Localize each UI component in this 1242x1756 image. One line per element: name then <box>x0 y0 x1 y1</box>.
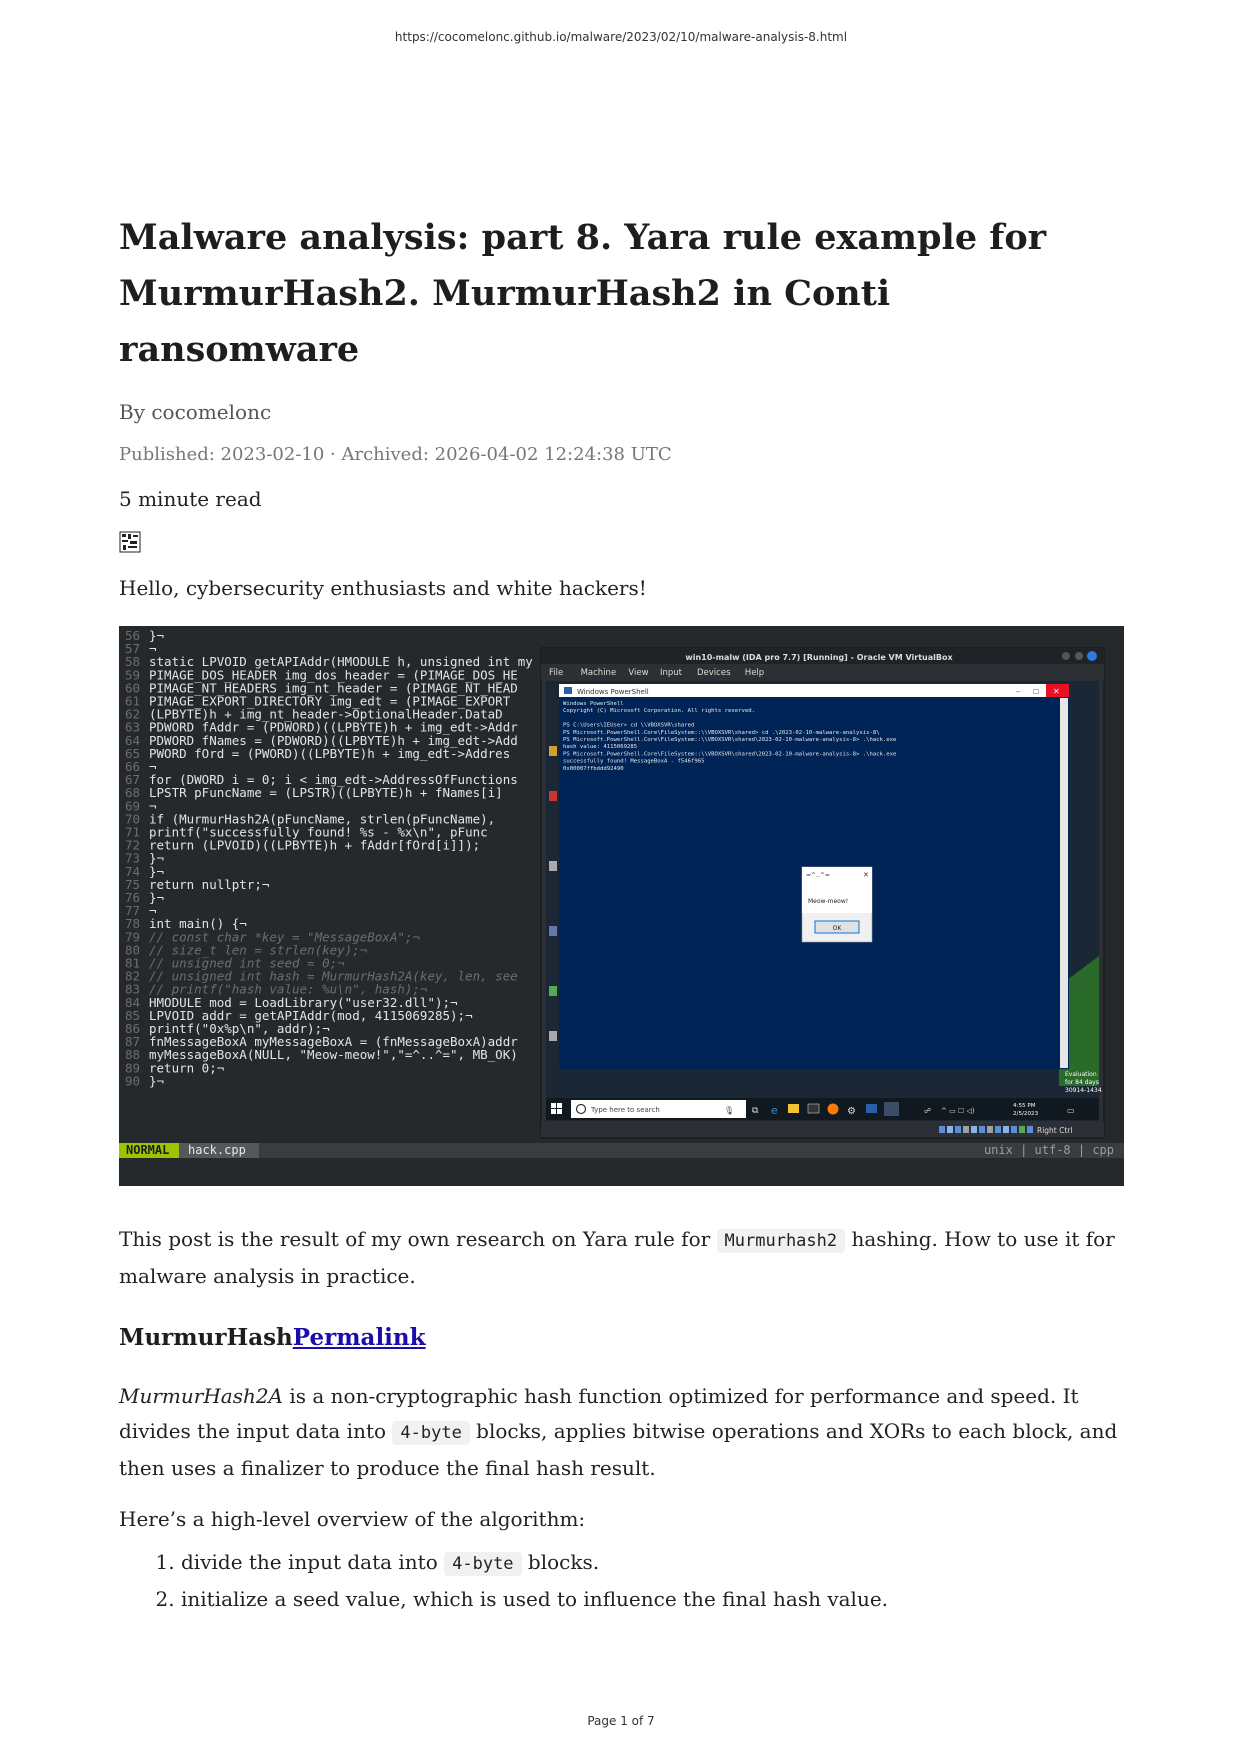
code-line: LPSTR pFuncName = (LPSTR)((LPBYTE)h + fNames[i] <box>149 785 503 801</box>
code-line: if (MurmurHash2A(pFuncName, strlen(pFuncName), <box>149 811 496 827</box>
vm-title: win10-malw (IDA pro 7.7) [Running] - Oracle VM VirtualBox <box>685 653 953 662</box>
vbox-status-icon[interactable] <box>1019 1126 1025 1133</box>
firefox-icon[interactable] <box>828 1104 839 1115</box>
code-line: // unsigned int seed = 0;¬ <box>149 955 345 971</box>
paragraph-text: blocks, applies bitwise operations and XORs to each block, and then uses a finalizer to produce the final hash result. <box>119 1419 1118 1480</box>
inline-code: 4-byte <box>392 1421 469 1445</box>
line-number: 88 <box>125 1047 141 1063</box>
list-item <box>181 1545 1124 1582</box>
line-number: 79 <box>125 929 141 945</box>
start-icon[interactable] <box>551 1103 556 1108</box>
greeting: Hello, cybersecurity enthusiasts and white hackers! <box>119 576 647 600</box>
vbox-status-icon[interactable] <box>979 1126 985 1133</box>
vm-menu-item[interactable]: Help <box>744 668 765 678</box>
desktop-icon[interactable] <box>549 861 557 871</box>
code-line: PIMAGE_DOS_HEADER img_dos_header = (PIMAGE_DOS_HE <box>149 667 518 683</box>
code-line: static LPVOID getAPIAddr(HMODULE h, unsigned int my <box>149 654 533 670</box>
article <box>119 210 1124 1617</box>
start-icon[interactable] <box>557 1109 562 1114</box>
list-item-text: initialize a seed value, which is used to influence the final hash value. <box>181 1587 889 1611</box>
powershell-scrollbar[interactable] <box>1060 698 1068 1068</box>
list-item-text: blocks. <box>521 1550 600 1574</box>
code-line: printf("successfully found! %s - %x\n", pFunc <box>149 824 488 840</box>
code-line: for (DWORD i = 0; i < img_edt->AddressOfFunctions <box>149 772 518 788</box>
vim-mode: NORMAL <box>126 1143 170 1157</box>
inline-code: 4-byte <box>444 1552 521 1576</box>
code-line: printf("0x%p\n", addr);¬ <box>149 1021 330 1036</box>
code-line: myMessageBoxA(NULL, "Meow-meow!","=^..^=", MB_OK) <box>149 1047 518 1063</box>
powershell-taskbar-icon[interactable] <box>866 1104 877 1113</box>
line-number: 71 <box>125 824 141 840</box>
code-line: int main() {¬ <box>149 916 247 932</box>
code-line: }¬ <box>149 1073 165 1089</box>
code-line: }¬ <box>149 628 165 643</box>
taskbar-clock-time: 4:55 PM <box>1013 1103 1036 1109</box>
code-line: PIMAGE_EXPORT_DIRECTORY img_edt = (PIMAGE_EXPORT <box>149 693 511 709</box>
message-box-title: =^..^= <box>806 872 830 879</box>
taskbar-search-placeholder: Type here to search <box>591 1106 660 1114</box>
vbox-status-icon[interactable] <box>947 1126 953 1133</box>
line-number: 90 <box>125 1073 141 1089</box>
article-byline: By cocomelonc <box>119 400 272 424</box>
line-number: 72 <box>125 837 141 853</box>
task-view-icon[interactable]: ⧉ <box>752 1106 759 1116</box>
vbox-status-icon[interactable] <box>955 1126 961 1133</box>
code-line: ¬ <box>149 641 157 657</box>
maximize-icon[interactable]: ☐ <box>1033 688 1040 696</box>
line-number: 61 <box>125 693 141 709</box>
vbox-status-icon[interactable] <box>963 1126 969 1133</box>
code-line: // printf("hash value: %u\n", hash);¬ <box>149 981 428 997</box>
section-title: MurmurHash <box>119 1324 293 1351</box>
explorer-icon[interactable] <box>788 1104 799 1113</box>
vm-menu-item[interactable]: Devices <box>697 668 731 678</box>
vbox-status-icon[interactable] <box>971 1126 977 1133</box>
line-number: 56 <box>125 628 141 643</box>
line-number: 68 <box>125 785 141 801</box>
code-line: fnMessageBoxA myMessageBoxA = (fnMessageBoxA)addr <box>149 1034 518 1050</box>
line-number: 58 <box>125 654 141 670</box>
vm-menu-item[interactable]: View <box>628 668 649 678</box>
powershell-line: 0x00007ffbddd92490 <box>563 765 624 772</box>
vim-filename: hack.cpp <box>188 1143 246 1157</box>
minimize-icon[interactable]: – <box>1016 687 1020 696</box>
microphone-icon[interactable]: 🎙 <box>724 1106 735 1115</box>
algorithm-list <box>119 1545 1124 1617</box>
author-avatar-icon <box>119 531 141 553</box>
page-url: https://cocomelonc.github.io/malware/2023/02/10/malware-analysis-8.html <box>394 30 848 44</box>
vbox-status-icon[interactable] <box>1027 1126 1033 1133</box>
code-line: return (LPVOID)((LPBYTE)h + fAddr[fOrd[i]]); <box>149 837 481 853</box>
intro-text: hashing. How to use it for malware analysis in practice. <box>119 1227 1115 1288</box>
code-line: }¬ <box>149 890 165 905</box>
code-line: PWORD fOrd = (PWORD)((LPBYTE)h + img_edt->Addres <box>149 745 511 761</box>
vm-menu-item[interactable]: Input <box>660 668 683 678</box>
line-number: 84 <box>125 994 141 1010</box>
start-icon[interactable] <box>557 1103 562 1108</box>
powershell-line: hash value: 4115069285 <box>563 744 638 751</box>
code-line: // const char *key = "MessageBoxA";¬ <box>149 929 420 945</box>
paragraph <box>119 1379 1124 1486</box>
line-number: 63 <box>125 719 141 735</box>
code-line: return 0;¬ <box>149 1060 225 1076</box>
desktop-icon[interactable] <box>549 1031 557 1041</box>
desktop-icon[interactable] <box>549 746 557 756</box>
line-number: 87 <box>125 1034 141 1050</box>
line-number: 66 <box>125 759 141 774</box>
vbox-status-icon[interactable] <box>987 1126 993 1133</box>
line-number: 73 <box>125 850 141 866</box>
message-box <box>802 867 872 942</box>
emphasis: MurmurHash2A <box>119 1384 284 1408</box>
code-line: LPVOID addr = getAPIAddr(mod, 4115069285);¬ <box>149 1007 473 1023</box>
line-number: 60 <box>125 680 141 696</box>
permalink-link[interactable]: Permalink <box>292 1324 426 1351</box>
vim-status-right: unix | utf-8 | cpp <box>983 1143 1114 1157</box>
list-item <box>181 1582 1124 1617</box>
code-line: // size_t len = strlen(key);¬ <box>149 942 368 958</box>
line-number: 74 <box>125 863 141 879</box>
code-line: // unsigned int hash = MurmurHash2A(key, len, see <box>149 968 518 984</box>
vbox-taskbar-icon[interactable] <box>884 1102 899 1116</box>
powershell-line: Windows PowerShell <box>563 701 624 707</box>
line-number: 70 <box>125 811 141 827</box>
desktop-icon[interactable] <box>549 986 557 996</box>
vm-close-icon[interactable] <box>1087 651 1097 661</box>
line-number: 64 <box>125 732 141 748</box>
code-line: PDWORD fAddr = (PDWORD)((LPBYTE)h + img_edt->Addr <box>149 719 518 735</box>
list-item-text: divide the input data into <box>181 1550 445 1574</box>
line-number: 77 <box>125 903 141 919</box>
intro-paragraph <box>119 1222 1124 1294</box>
paragraph-text: is a non-cryptographic hash function optimized for performance and speed. It divides the input data into <box>119 1384 1079 1443</box>
published-date: Published: 2023-02-10 · Archived: 2026-04-02 12:24:38 UTC <box>119 444 672 465</box>
code-line: }¬ <box>149 850 165 866</box>
line-number: 81 <box>125 955 141 971</box>
vbox-status-icon[interactable] <box>939 1126 945 1133</box>
line-number: 75 <box>125 876 141 892</box>
host-key-label: Right Ctrl <box>1037 1126 1073 1135</box>
powershell-line: PS C:\Users\IEUser> cd \\VBOXSVR\shared <box>563 722 695 729</box>
message-box-ok-label: OK <box>832 925 842 932</box>
vm-menu-item[interactable]: File <box>549 668 564 678</box>
code-line: ¬ <box>149 798 157 814</box>
eval-watermark-2: for 84 days <box>1065 1079 1099 1086</box>
eval-watermark-3: 30914-1434 <box>1065 1087 1102 1094</box>
people-icon[interactable]: ☍ <box>924 1107 932 1115</box>
code-line: }¬ <box>149 863 165 879</box>
powershell-close-icon[interactable]: ✕ <box>1053 687 1060 696</box>
code-line: PDWORD fNames = (PDWORD)((LPBYTE)h + img_edt->Add <box>149 732 518 748</box>
code-line: return nullptr;¬ <box>149 876 270 892</box>
message-box-text: Meow-meow! <box>808 898 849 905</box>
notification-icon[interactable]: ▭ <box>1067 1106 1075 1115</box>
hero-screenshot <box>119 626 1124 1186</box>
code-line: PIMAGE_NT_HEADERS img_nt_header = (PIMAGE_NT_HEAD <box>149 680 518 696</box>
taskbar-clock-date: 2/5/2023 <box>1013 1111 1039 1117</box>
line-number: 83 <box>125 981 141 997</box>
line-number: 80 <box>125 942 141 958</box>
line-number: 62 <box>125 706 141 722</box>
vbox-status-icon[interactable] <box>995 1126 1001 1133</box>
powershell-line: Copyright (C) Microsoft Corporation. All rights reserved. <box>563 708 755 715</box>
line-number: 85 <box>125 1007 141 1023</box>
line-number: 78 <box>125 916 141 932</box>
vbox-status-icon[interactable] <box>1011 1126 1017 1133</box>
code-line: ¬ <box>149 903 157 919</box>
settings-icon[interactable]: ⚙ <box>847 1106 856 1117</box>
edge-icon[interactable]: e <box>771 1104 778 1117</box>
eval-watermark-1: Evaluation <box>1065 1071 1097 1078</box>
page-footer: Page 1 of 7 <box>587 1714 655 1728</box>
message-box-close-icon[interactable]: ✕ <box>863 871 869 879</box>
powershell-line: PS Microsoft.PowerShell.Core\FileSystem::\\VBOXSVR\shared\2023-02-10-malware-analysis-8> .\hack.exe <box>563 751 897 758</box>
line-number: 59 <box>125 667 141 683</box>
read-time: 5 minute read <box>119 487 262 511</box>
vm-window <box>541 648 1104 1138</box>
vm-menu-item[interactable]: Machine <box>580 668 617 678</box>
line-number: 89 <box>125 1060 141 1076</box>
terminal-icon[interactable] <box>808 1104 819 1113</box>
tray-icons[interactable]: ^ ▭ ☐ ◁) <box>941 1107 975 1115</box>
line-number: 57 <box>125 641 141 657</box>
line-number: 65 <box>125 745 141 761</box>
hero-screenshot-svg <box>119 626 1124 1186</box>
code-line: (LPBYTE)h + img_nt_header->OptionalHeader.DataD <box>149 706 503 722</box>
powershell-app-icon <box>564 687 572 694</box>
powershell-line: PS Microsoft.PowerShell.Core\FileSystem::\\VBOXSVR\shared> cd .\2023-02-10-malware-analysis-8\ <box>563 729 880 736</box>
vbox-status-icon[interactable] <box>1003 1126 1009 1133</box>
powershell-line: successfully found! MessageBoxA - f546f965 <box>563 758 705 765</box>
article-title: Malware analysis: part 8. Yara rule example for MurmurHash2. MurmurHash2 in Conti ransomware <box>119 217 1047 370</box>
start-icon[interactable] <box>551 1109 556 1114</box>
inline-code: Murmurhash2 <box>717 1229 846 1253</box>
line-number: 86 <box>125 1021 141 1036</box>
line-number: 82 <box>125 968 141 984</box>
powershell-title: Windows PowerShell <box>577 688 649 696</box>
intro-text: This post is the result of my own research on Yara rule for <box>119 1227 717 1251</box>
line-number: 67 <box>125 772 141 788</box>
line-number: 76 <box>125 890 141 905</box>
code-line: HMODULE mod = LoadLibrary("user32.dll");¬ <box>149 994 458 1010</box>
section-heading <box>119 1324 1124 1351</box>
line-number: 69 <box>125 798 141 814</box>
code-line: ¬ <box>149 759 157 774</box>
powershell-line: PS Microsoft.PowerShell.Core\FileSystem::\\VBOXSVR\shared\2023-02-10-malware-analysis-8> .\hack.exe <box>563 737 897 743</box>
desktop-icon[interactable] <box>549 926 557 936</box>
paragraph: Here’s a high-level overview of the algorithm: <box>119 1507 586 1531</box>
desktop-icon[interactable] <box>549 791 557 801</box>
